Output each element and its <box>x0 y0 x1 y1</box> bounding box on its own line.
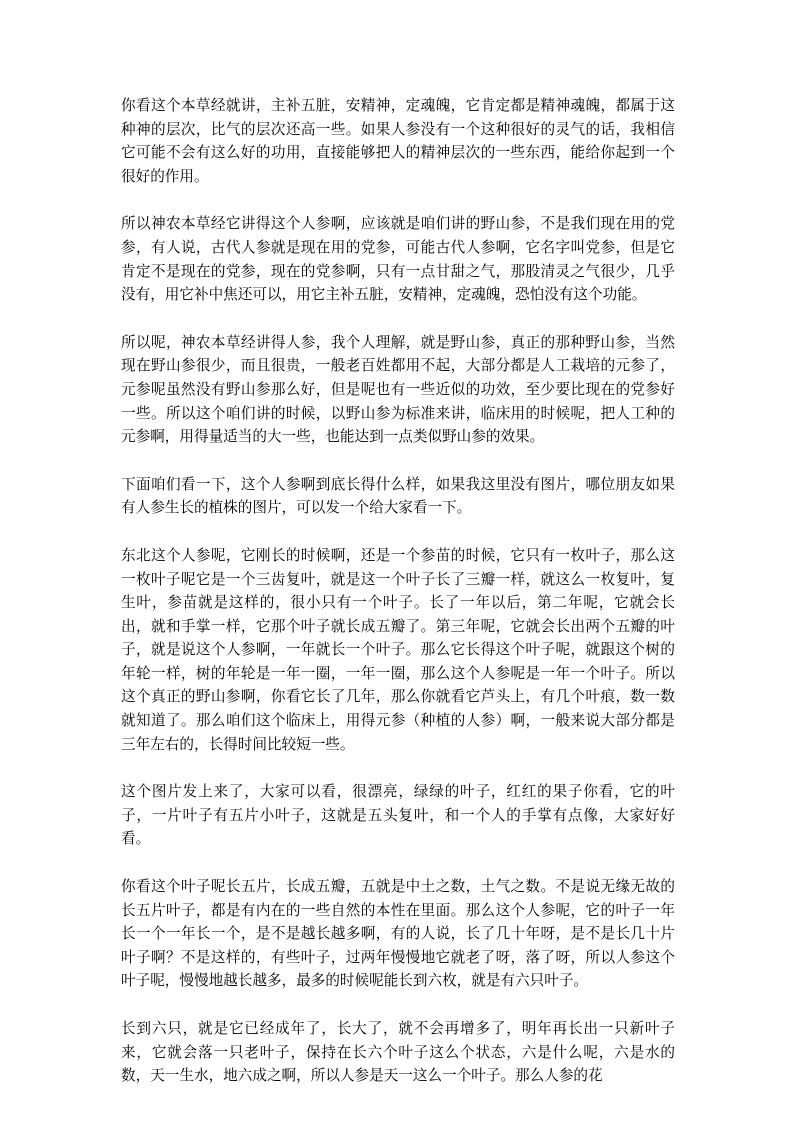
document-body <box>121 94 675 1112</box>
paragraph-3: 所以呢，神农本草经讲得人参，我个人理解，就是野山参，真正的那种野山参，当然现在野山参很少，而且很贵，一般老百姓都用不起，大部分都是人工栽培的元参了，元参呢虽然没有野山参那么好，但是呢也有一些近似的功效，至少要比现在的党参好一些。所以这个咱们讲的时候，以野山参为标准来讲，临床用的时候呢，把人工种的元参啊，用得量适当的大一些，也能达到一点类似野山参的效果。 <box>121 333 675 446</box>
paragraph-2: 所以神农本草经它讲得这个人参啊，应该就是咱们讲的野山参，不是我们现在用的党参，有人说，古代人参就是现在用的党参，可能古代人参啊，它名字叫党参，但是它肯定不是现在的党参，现在的党参啊，只有一点甘甜之气，那股清灵之气很少，几乎没有，用它补中焦还可以，用它主补五脏，安精神，定魂魄，恐怕没有这个功能。 <box>121 215 675 304</box>
paragraph-7: 你看这个叶子呢长五片，长成五瓣，五就是中土之数，土气之数。不是说无缘无故的长五片叶子，都是有内在的一些自然的本性在里面。那么这个人参呢，它的叶子一年长一个一年长一个，是不是越长越多啊，有的人说，长了几十年呀，是不是长几十片叶子啊？不是这样的，有些叶子，过两年慢慢地它就老了呀，落了呀，所以人参这个叶子呢，慢慢地越长越多，最多的时候呢能长到六枚，就是有六只叶子。 <box>121 878 675 990</box>
paragraph-1: 你看这个本草经就讲，主补五脏，安精神，定魂魄，它肯定都是精神魂魄，都属于这种神的层次，比气的层次还高一些。如果人参没有一个这种很好的灵气的话，我相信它可能不会有这么好的功用，直接能够把人的精神层次的一些东西，能给你起到一个很好的作用。 <box>121 97 675 185</box>
paragraph-8: 长到六只，就是它已经成年了，长大了，就不会再增多了，明年再长出一只新叶子来，它就会落一只老叶子，保持在长六个叶子这么个状态，六是什么呢，六是水的数，天一生水，地六成之啊，所以人参是天一这么一个叶子。那么人参的花 <box>121 1020 675 1085</box>
paragraph-6: 这个图片发上来了，大家可以看，很漂亮，绿绿的叶子，红红的果子你看，它的叶子，一片叶子有五片小叶子，这就是五头复叶，和一个人的手掌有点像，大家好好看。 <box>121 783 675 848</box>
paragraph-4: 下面咱们看一下，这个人参啊到底长得什么样，如果我这里没有图片，哪位朋友如果有人参生长的植株的图片，可以发一个给大家看一下。 <box>121 475 675 517</box>
paragraph-5: 东北这个人参呢，它刚长的时候啊，还是一个参苗的时候，它只有一枚叶子，那么这一枚叶子呢它是一个三齿复叶，就是这一个叶子长了三瓣一样，就这么一枚复叶，复生叶，参苗就是这样的，很小只有一个叶子。长了一年以后，第二年呢，它就会长出，就和手掌一样，它那个叶子就长成五瓣了。第三年呢，它就会长出两个五瓣的叶子，就是说这个人参啊，一年就长一个叶子。那么它长得这个叶子呢，就跟这个树的年轮一样，树的年轮是一年一圈，一年一圈，那么这个人参呢是一年一个叶子。所以这个真正的野山参啊，你看它长了几年，那么你就看它芦头上，有几个叶痕，数一数就知道了。那么咱们这个临床上，用得元参（种植的人参）啊，一般来说大部分都是三年左右的，长得时间比较短一些。 <box>121 546 675 753</box>
